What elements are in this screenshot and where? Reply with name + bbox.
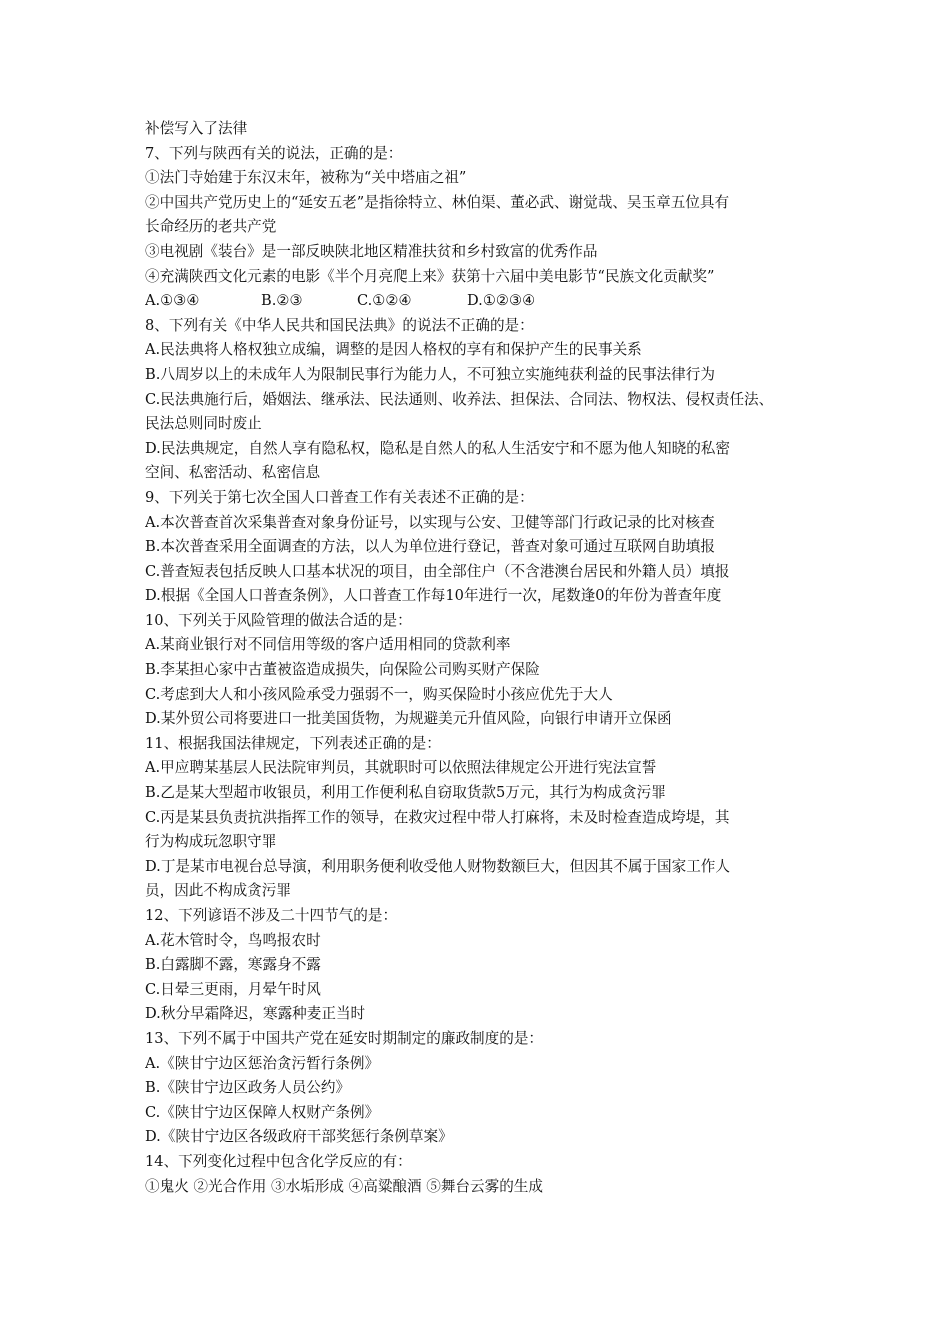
document-page [145, 117, 817, 1199]
q9-option-c: C.普查短表包括反映人口基本状况的项目，由全部住户（不含港澳台居民和外籍人员）填报 [145, 562, 730, 580]
q9-option-a: A.本次普查首次采集普查对象身份证号，以实现与公安、卫健等部门行政记录的比对核查 [145, 513, 715, 531]
q8-option-c: C.民法典施行后，婚姻法、继承法、民法通则、收养法、担保法、合同法、物权法、侵权责任法、 [145, 390, 774, 408]
q9-option-b: B.本次普查采用全面调查的方法，以人为单位进行登记，普查对象可通过互联网自助填报 [145, 538, 715, 556]
q10-option-a: A.某商业银行对不同信用等级的客户适用相同的贷款利率 [145, 636, 511, 654]
q12-option-a: A.花木管时令，鸟鸣报农时 [145, 931, 321, 949]
q12-option-c: C.日晕三更雨，月晕午时风 [145, 980, 321, 998]
q11-option-a: A.甲应聘某基层人民法院审判员，其就职时可以依照法律规定公开进行宪法宣誓 [145, 759, 657, 777]
q7-option-d: D.①②③④ [467, 292, 536, 310]
q13-option-a: A.《陕甘宁边区惩治贪污暂行条例》 [145, 1054, 380, 1072]
q11-stem: 11、根据我国法律规定，下列表述正确的是： [145, 734, 441, 752]
q11-option-c-cont: 行为构成玩忽职守罪 [145, 833, 277, 851]
q12-option-d: D.秋分早霜降迟，寒露种麦正当时 [145, 1005, 366, 1023]
q10-stem: 10、下列关于风险管理的做法合适的是： [145, 611, 412, 629]
q8-option-d: D.民法典规定，自然人享有隐私权，隐私是自然人的私人生活安宁和不愿为他人知晓的私密 [145, 439, 730, 457]
q7-statement-3: ③电视剧《装台》是一部反映陕北地区精准扶贫和乡村致富的优秀作品 [145, 242, 598, 260]
q13-option-c: C.《陕甘宁边区保障人权财产条例》 [145, 1103, 380, 1121]
q13-option-d: D.《陕甘宁边区各级政府干部奖惩行条例草案》 [145, 1128, 453, 1146]
q8-stem: 8、下列有关《中华人民共和国民法典》的说法不正确的是： [145, 316, 534, 334]
q10-option-b: B.李某担心家中古董被盗造成损失，向保险公司购买财产保险 [145, 661, 540, 679]
q11-option-b: B.乙是某大型超市收银员，利用工作便利私自窃取货款5万元，其行为构成贪污罪 [145, 784, 666, 802]
q7-options [145, 289, 817, 314]
q7-statement-2: ②中国共产党历史上的“延安五老”是指徐特立、林伯渠、董必武、谢觉哉、吴玉章五位具有 [145, 193, 730, 211]
q7-option-a: A.①③④ [145, 292, 200, 310]
q7-stem: 7、下列与陕西有关的说法，正确的是： [145, 144, 403, 162]
q7-statement-1: ①法门寺始建于东汉末年，被称为“关中塔庙之祖” [145, 169, 467, 187]
prev-question-tail: 补偿写入了法律 [145, 120, 248, 137]
q7-option-c: C.①②④ [357, 292, 412, 310]
q9-option-d: D.根据《全国人口普查条例》，人口普查工作每10年进行一次，尾数逢0的年份为普查年度 [145, 587, 722, 605]
q9-stem: 9、下列关于第七次全国人口普查工作有关表述不正确的是： [145, 488, 534, 506]
q7-option-b: B.②③ [261, 292, 303, 310]
q11-option-d-cont: 员，因此不构成贪污罪 [145, 882, 291, 900]
q7-statement-4: ④充满陕西文化元素的电影《半个月亮爬上来》获第十六届中美电影节“民族文化贡献奖” [145, 267, 715, 285]
q8-option-a: A.民法典将人格权独立成编，调整的是因人格权的享有和保护产生的民事关系 [145, 341, 642, 359]
q11-option-d: D.丁是某市电视台总导演，利用职务便利收受他人财物数额巨大，但因其不属于国家工作人 [145, 857, 730, 875]
q8-option-c-cont: 民法总则同时废止 [145, 415, 262, 433]
q10-option-c: C.考虑到大人和小孩风险承受力强弱不一，购买保险时小孩应优先于大人 [145, 685, 613, 703]
q8-option-d-cont: 空间、私密活动、私密信息 [145, 464, 321, 482]
q14-stem: 14、下列变化过程中包含化学反应的有： [145, 1152, 412, 1170]
q7-statement-2-cont: 长命经历的老共产党 [145, 218, 277, 236]
q12-stem: 12、下列谚语不涉及二十四节气的是： [145, 907, 398, 924]
q13-stem: 13、下列不属于中国共产党在延安时期制定的廉政制度的是： [145, 1029, 544, 1047]
q14-items: ①鬼火 ②光合作用 ③水垢形成 ④高粱酿酒 ⑤舞台云雾的生成 [145, 1177, 543, 1195]
q13-option-b: B.《陕甘宁边区政务人员公约》 [145, 1079, 351, 1097]
q11-option-c: C.丙是某县负责抗洪指挥工作的领导，在救灾过程中带人打麻将，未及时检查造成垮堤，其 [145, 808, 730, 826]
q8-option-b: B.八周岁以上的未成年人为限制民事行为能力人，不可独立实施纯获利益的民事法律行为 [145, 365, 715, 383]
q10-option-d: D.某外贸公司将要进口一批美国货物，为规避美元升值风险，向银行申请开立保函 [145, 710, 672, 728]
q12-option-b: B.白露脚不露，寒露身不露 [145, 956, 321, 974]
